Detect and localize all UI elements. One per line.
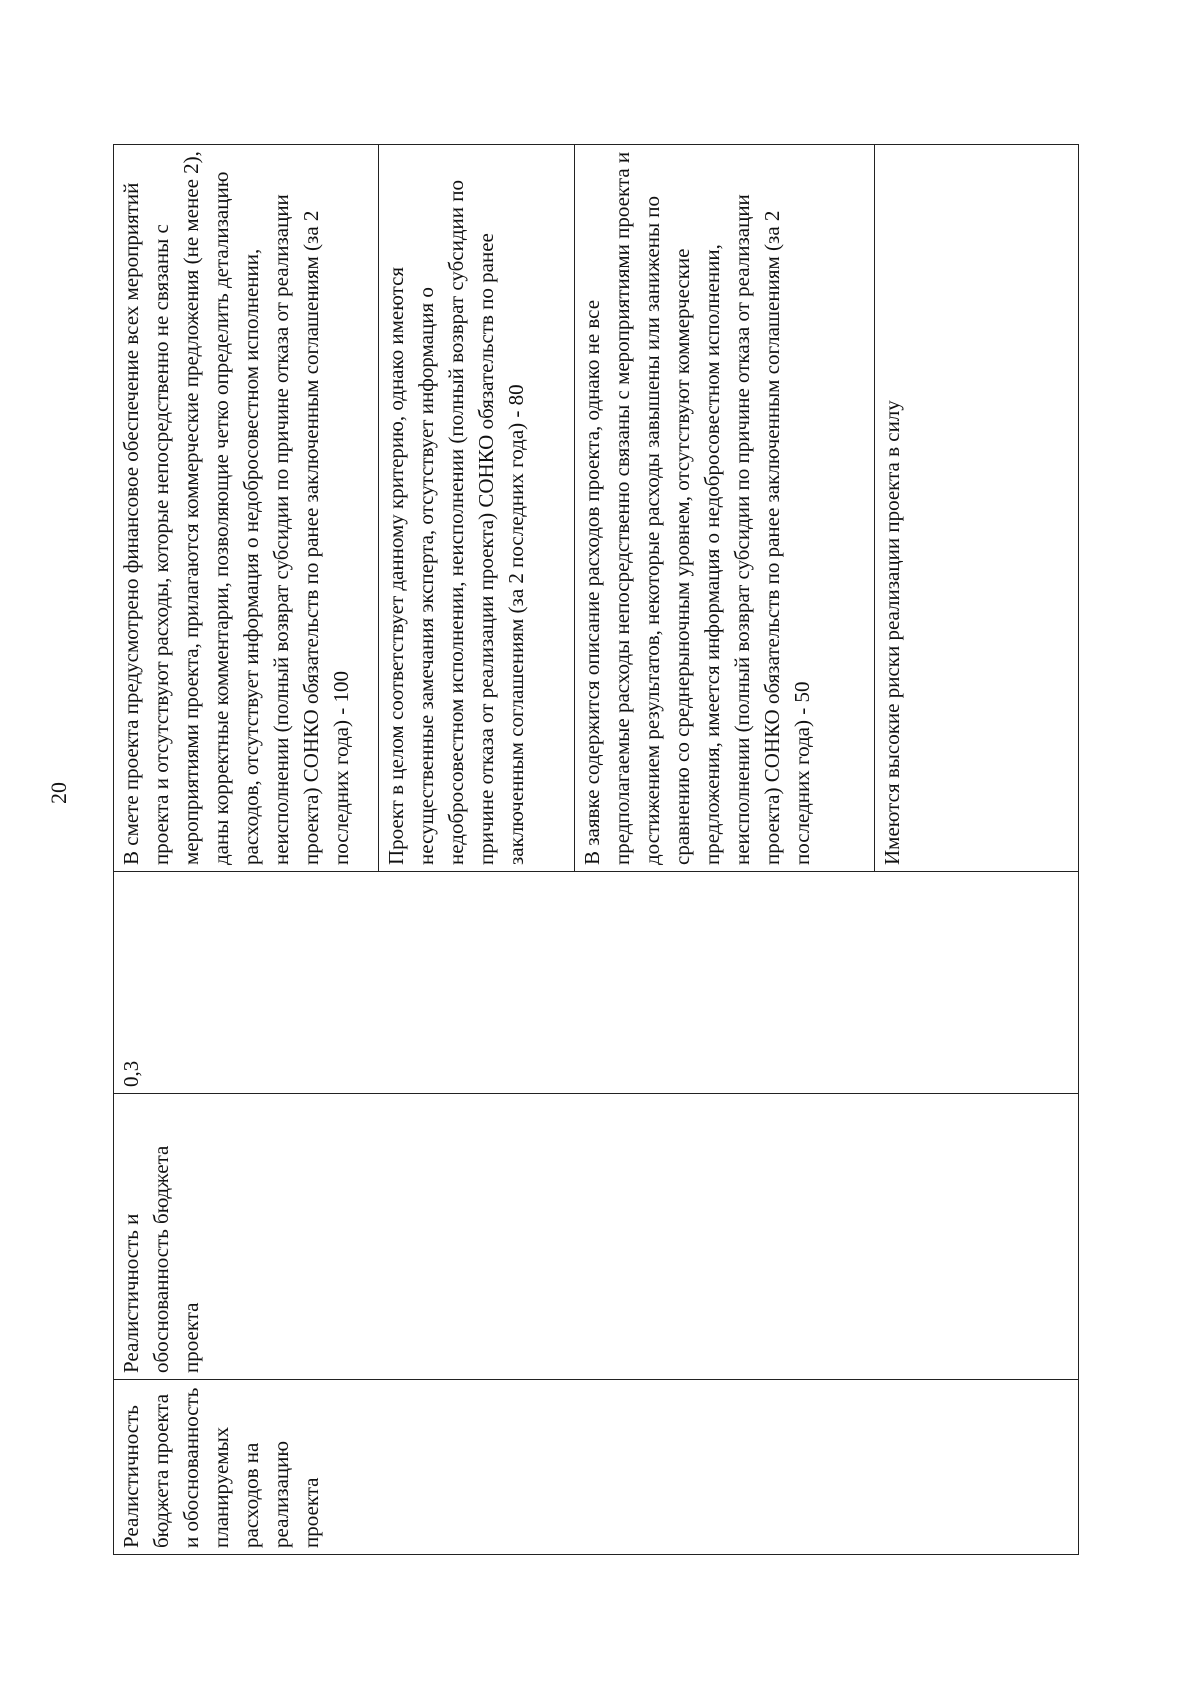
indicator-cell: Реалистичность и обоснованность бюджета проекта — [114, 1094, 1079, 1380]
page-number: 20 — [46, 782, 71, 804]
criterion-cell: Реалистичность бюджета проекта и обоснованность планируемых расходов на реализацию проекта — [114, 1380, 1079, 1555]
weight-cell: 0,3 — [114, 872, 1079, 1094]
level-description-cell: В заявке содержится описание расходов проекта, однако не все предполагаемые расходы непосредственно связаны с мероприятиями проекта и достижением результатов, некоторые расходы завышены или занижены по сравнению со среднерыночным уровнем, отсутствуют коммерческие предложения, имеется информация о недобросовестном исполнении, неисполнении (полный возврат субсидии по причине отказа от реализации проекта) СОНКО обязательств по ранее заключенным соглашениям (за 2 последних года) - 50 — [575, 145, 875, 872]
rotated-table-wrapper — [113, 145, 1078, 1555]
level-description-cell: Проект в целом соответствует данному критерию, однако имеются несущественные замечания эксперта, отсутствует информация о недобросовестном исполнении, неисполнении (полный возврат субсидии по причине отказа от реализации проекта) СОНКО обязательств по ранее заключенным соглашениям (за 2 последних года) - 80 — [379, 145, 575, 872]
level-description-cell: Имеются высокие риски реализации проекта в силу — [875, 145, 1079, 872]
level-description-cell: В смете проекта предусмотрено финансовое обеспечение всех мероприятий проекта и отсутствуют расходы, которые непосредственно не связаны с мероприятиями проекта, прилагаются коммерческие предложения (не менее 2), даны корректные комментарии, позволяющие четко определить детализацию расходов, отсутствует информация о недобросовестном исполнении, неисполнении (полный возврат субсидии по причине отказа от реализации проекта) СОНКО обязательств по ранее заключенным соглашениям (за 2 последних года) - 100 — [114, 145, 379, 872]
criteria-table — [113, 144, 1079, 1555]
table-row — [114, 145, 379, 1555]
